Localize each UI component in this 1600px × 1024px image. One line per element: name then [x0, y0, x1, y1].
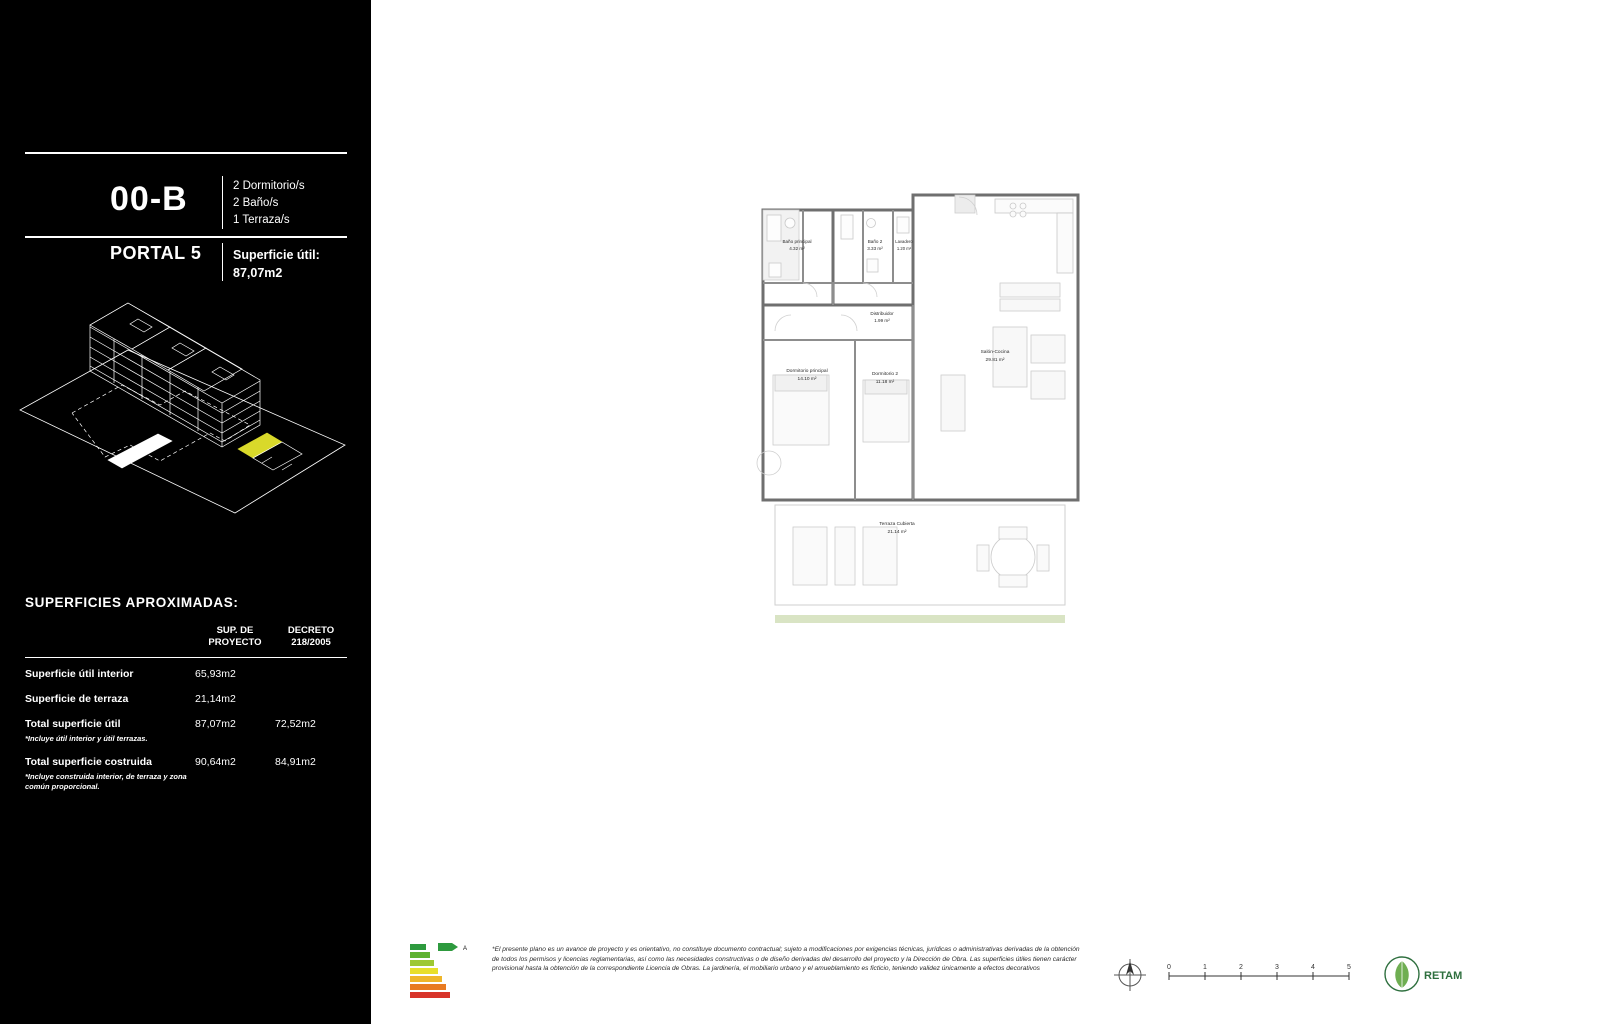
row-label: Total superficie útil — [25, 718, 121, 730]
surface-summary — [233, 246, 320, 282]
row-proyecto: 21,14m2 — [195, 693, 236, 705]
room-label-dormitorio-2: Dormitorio 2 — [871, 372, 899, 377]
header-proyecto — [195, 625, 275, 649]
svg-text:A: A — [463, 946, 468, 952]
room-label-dormitorio-principal: Dormitorio principal — [786, 369, 828, 374]
building-isometric-illustration — [10, 285, 355, 545]
svg-text:2: 2 — [1239, 964, 1243, 971]
row-decreto: 72,52m2 — [275, 718, 316, 730]
surfaces-table — [25, 625, 347, 804]
header-decreto-line2: 218/2005 — [291, 637, 331, 648]
table-row — [25, 718, 347, 730]
unit-code: 00-B — [110, 180, 188, 218]
room-label-bano-principal: Baño principal — [782, 239, 812, 244]
row-proyecto: 87,07m2 — [195, 718, 236, 730]
svg-text:5: 5 — [1347, 964, 1351, 971]
divider-mid — [25, 236, 347, 238]
table-row — [25, 668, 347, 680]
room-label-lavadero: Lavadero — [895, 239, 913, 244]
note-construida: *Incluye construida interior, de terraza y zona común proporcional. — [25, 772, 187, 791]
svg-text:29.81 m²: 29.81 m² — [985, 358, 1005, 363]
svg-text:0: 0 — [1167, 964, 1171, 971]
svg-text:1.20 m²: 1.20 m² — [896, 246, 912, 251]
logo-text: RETAM — [1424, 970, 1463, 982]
row-label: Superficie útil interior — [25, 668, 134, 680]
surfaces-table-title: SUPERFICIES APROXIMADAS: — [25, 595, 239, 610]
table-divider — [25, 657, 347, 658]
svg-text:4.32 m²: 4.32 m² — [789, 246, 805, 251]
svg-text:3: 3 — [1275, 964, 1279, 971]
spec-divider — [222, 176, 223, 229]
header-proyecto-line2: PROYECTO — [208, 637, 262, 648]
header-spacer — [25, 625, 195, 649]
row-decreto — [275, 693, 347, 705]
spec-bathrooms: 2 Baño/s — [233, 197, 279, 209]
svg-text:1: 1 — [1203, 964, 1207, 971]
header-proyecto-line1: SUP. DE — [216, 625, 254, 636]
company-logo — [1378, 948, 1470, 1002]
unit-specs — [233, 178, 305, 229]
energy-rating-icon — [408, 942, 478, 1004]
svg-text:1.99 m²: 1.99 m² — [874, 318, 890, 323]
svg-text:3.33 m²: 3.33 m² — [867, 246, 883, 251]
divider-top — [25, 152, 347, 154]
header-decreto-line1: DECRETO — [287, 625, 335, 636]
row-proyecto: 65,93m2 — [195, 668, 236, 680]
row-decreto: 84,91m2 — [275, 756, 316, 768]
room-label-bano-2: Baño 2 — [867, 239, 883, 244]
spec-bedrooms: 2 Dormitorio/s — [233, 180, 305, 192]
info-panel — [0, 0, 371, 1024]
portal-divider — [222, 243, 223, 281]
svg-text:14.10 m²: 14.10 m² — [797, 377, 817, 382]
room-label-terraza-cubierta: Terraza Cubierta — [879, 522, 915, 527]
floor-plan — [745, 175, 1095, 645]
footer — [0, 930, 1600, 1024]
surface-label: Superficie útil: — [233, 248, 320, 262]
table-row — [25, 693, 347, 705]
spec-terraces: 1 Terraza/s — [233, 214, 290, 226]
row-proyecto: 90,64m2 — [195, 756, 236, 768]
room-label-salon-cocina: Salón-Cocina — [980, 350, 1010, 355]
floor-plan-drawing — [745, 175, 1095, 645]
legal-disclaimer: *El presente plano es un avance de proyecto y es orientativo, no constituye documento contractual; sujeto a modificaciones por exigencias técnicas, jurídicas o administrativas derivadas de la obtención de todos los permisos y licencias reglamentarias, así como las necesidades constructivas o de diseño derivadas del desarrollo del proyecto y la Dirección de Obra. Las superficies útiles tienen carácter provisional hasta la obtención de la correspondiente Licencia de Obras. La jardinería, el mobiliario urbano y el amueblamiento es ficticio, teniendo validez únicamente a efectos decorativos — [492, 946, 1080, 973]
row-label: Total superficie costruida — [25, 756, 152, 768]
grass-strip — [775, 615, 1065, 623]
note-util: *Incluye útil interior y útil terrazas. — [25, 734, 148, 743]
room-label-distribuidor: Distribuidor — [870, 311, 894, 316]
scale-bar — [1163, 960, 1358, 990]
table-header-row — [25, 625, 347, 657]
svg-text:4: 4 — [1311, 964, 1315, 971]
row-label: Superficie de terraza — [25, 693, 129, 705]
header-decreto — [275, 625, 347, 649]
svg-text:11.18 m²: 11.18 m² — [875, 380, 895, 385]
row-decreto — [275, 668, 347, 680]
svg-text:21.14 m²: 21.14 m² — [887, 530, 907, 535]
portal-label: PORTAL 5 — [110, 243, 202, 263]
north-arrow-icon — [1110, 955, 1150, 995]
surface-value: 87,07m2 — [233, 266, 283, 280]
table-row — [25, 756, 347, 768]
